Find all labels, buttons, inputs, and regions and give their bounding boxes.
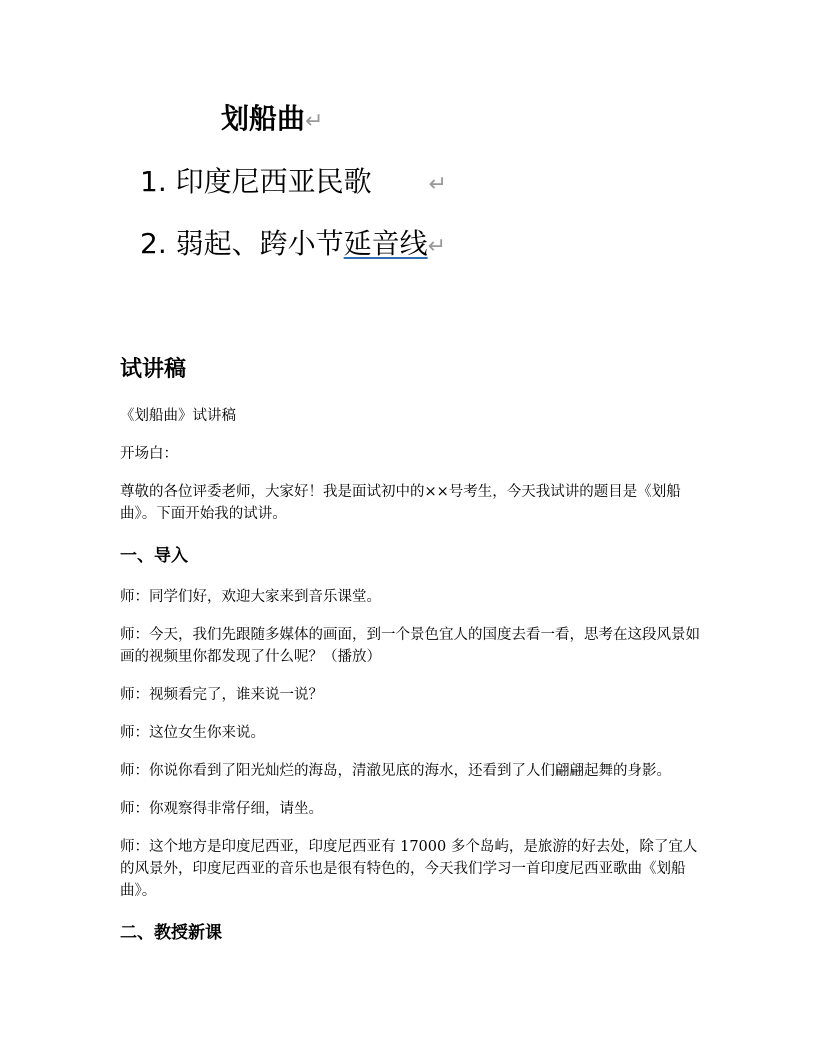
paragraph-mark-icon: ↵ [428,172,447,197]
dialogue-paragraph: 师：同学们好，欢迎大家来到音乐课堂。 [120,589,381,605]
dialogue-paragraph: 师：你观察得非常仔细，请坐。 [120,801,323,817]
paragraph-mark-icon: ↵ [427,234,447,259]
item-text: 弱起、跨小节 [175,227,344,260]
dialogue-paragraph: 师：这位女生你来说。 [120,725,265,741]
dialogue-paragraph: 师：你说你看到了阳光灿烂的海岛，清澈见底的海水，还看到了人们翩翩起舞的身影。 [120,763,671,779]
item-number: 1. [140,165,167,198]
section-title-intro: 一、导入 [120,546,188,566]
blackboard-image [0,0,816,300]
opening-text: 尊敬的各位评委老师，大家好！我是面试初中的××号考生，今天我试讲的题目是《划船曲》。下面开始我的试讲。 [120,484,681,522]
opening-label: 开场白： [120,446,178,462]
document-heading: 试讲稿 [120,357,187,382]
blackboard-title-text: 划船曲 [221,102,306,135]
document-subtitle: 《划船曲》试讲稿 [120,408,236,424]
item-text: 印度尼西亚民歌 [175,165,372,198]
blackboard-title [221,97,323,137]
dialogue-paragraph: 师：这个地方是印度尼西亚，印度尼西亚有 17000 多个岛屿，是旅游的好去处，除了宜人的风景外，印度尼西亚的音乐也是很有特色的，今天我们学习一首印度尼西亚歌曲《划船曲》。 [120,839,698,899]
section-title-new-lesson: 二、教授新课 [120,923,222,943]
paragraph-mark-icon: ↵ [305,109,324,134]
item-text-underlined: 延音线 [343,227,428,260]
dialogue-paragraph: 师：视频看完了，谁来说一说？ [120,687,323,703]
blackboard-item-1 [140,160,447,200]
blackboard-item-2 [140,222,446,262]
document-body [120,352,700,963]
dialogue-paragraph: 师：今天，我们先跟随多媒体的画面，到一个景色宜人的国度去看一看，思考在这段风景如画的视频里你都发现了什么呢？（播放） [120,627,700,665]
item-number: 2. [140,227,167,260]
